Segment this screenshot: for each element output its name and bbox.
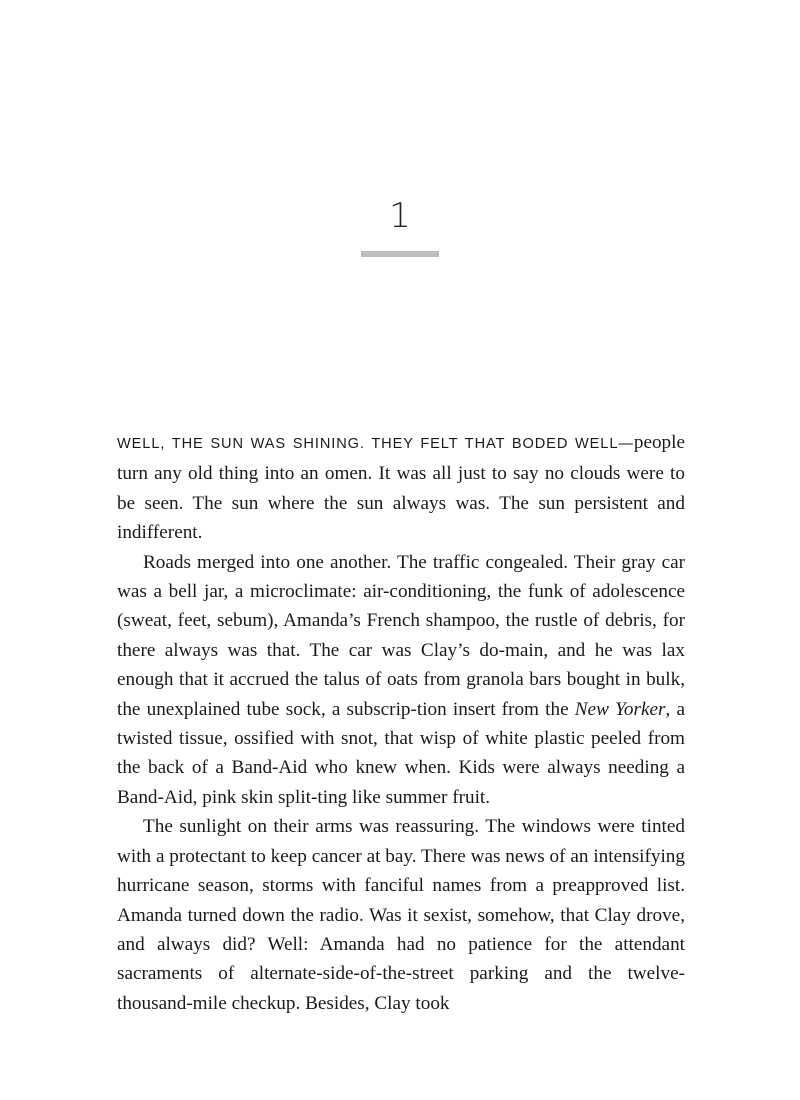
publication-title-italic: New Yorker <box>574 698 666 720</box>
chapter-body <box>117 428 685 1018</box>
chapter-divider-rule <box>361 251 439 257</box>
paragraph-2-text-end: , a twisted tissue, ossified with snot, that wisp of white plastic peeled from the back of a Band-Aid who knew when. Kids were always needing a Band-Aid, pink skin split-ting like summer fruit. <box>117 698 685 808</box>
paragraph-1-text: people turn any old thing into an omen. It was all just to say no clouds were to be seen. The sun where the sun always was. The sun persistent and indifferent. <box>117 432 685 544</box>
paragraph-2-text-start: Roads merged into one another. The traffic congealed. Their gray car was a bell jar, a microclimate: air-conditioning, the funk of adolescence (sweat, feet, sebum), Amanda’s French shampoo, the rustle of debris, for there always was that. The car was Clay’s do-main, and he was lax enough that it accrued the talus of oats from granola bars bought in bulk, the unexplained tube sock, a subscrip-tion insert from the <box>117 551 685 720</box>
paragraph-3 <box>117 812 685 1018</box>
chapter-number: 1 <box>389 196 411 236</box>
paragraph-2 <box>117 548 685 813</box>
paragraph-1 <box>117 428 685 548</box>
opening-small-caps: WELL, THE SUN WAS SHINING. THEY FELT THAT BODED WELL— <box>117 436 634 452</box>
paragraph-3-text: The sunlight on their arms was reassuring. The windows were tinted with a protectant to keep cancer at bay. There was news of an intensifying hurricane season, storms with fanciful names from a preapproved list. Amanda turned down the radio. Was it sexist, somehow, that Clay drove, and always did? Well: Amanda had no patience for the attendant sacraments of alternate-side-of-the-street parking and the twelve-thousand-mile checkup. Besides, Clay took <box>117 816 685 1014</box>
